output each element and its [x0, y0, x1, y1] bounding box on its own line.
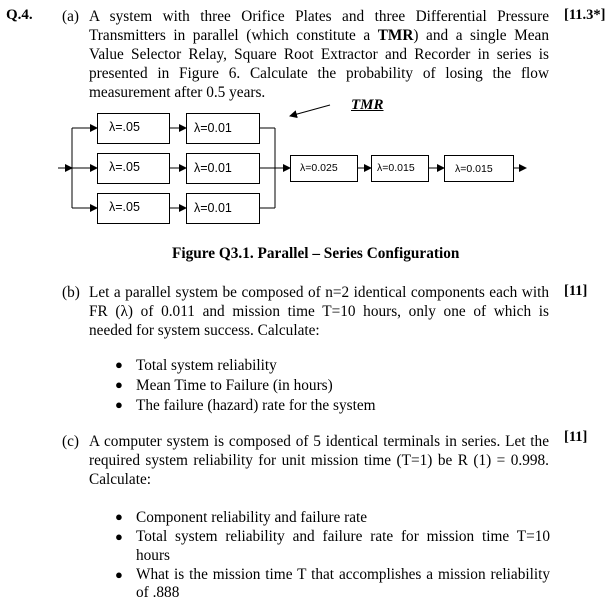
- bullet-icon: ●: [115, 377, 123, 392]
- part-a-line-2: Transmitters in parallel (which constitute a TMR) and a single Mean: [89, 27, 549, 44]
- tmr-label: TMR: [351, 97, 384, 113]
- part-c-bullet-1: Component reliability and failure rate: [136, 509, 368, 526]
- part-b-label: (b): [62, 284, 80, 301]
- orifice-plate-rate-2: λ=.05: [109, 160, 140, 174]
- part-a-line-3: Value Selector Relay, Square Root Extractor and Recorder in series is: [89, 46, 549, 63]
- part-a-line-5: measurement after 0.5 years.: [89, 84, 266, 101]
- recorder-rate: λ=0.015: [455, 163, 493, 175]
- question-number: Q.4.: [6, 7, 33, 23]
- part-b-bullet-1: Total system reliability: [136, 357, 277, 374]
- bullet-icon: ●: [115, 529, 123, 544]
- part-c-bullet-3-cont: of .888: [136, 584, 180, 601]
- bullet-icon: ●: [115, 357, 123, 372]
- part-b-line-1: Let a parallel system be composed of n=2 identical components each with: [89, 284, 549, 301]
- part-b-marks: [11]: [564, 283, 588, 299]
- orifice-plate-rate-1: λ=.05: [109, 120, 140, 134]
- part-c-marks: [11]: [564, 429, 588, 445]
- part-b-line-2: FR (λ) of 0.011 and mission time T=10 hours, only one of which is: [89, 303, 549, 320]
- bullet-icon: ●: [115, 567, 123, 582]
- bullet-icon: ●: [115, 509, 123, 524]
- part-a-marks: [11.3*]: [564, 7, 606, 23]
- part-c-label: (c): [62, 433, 79, 450]
- figure-caption: Figure Q3.1. Parallel – Series Configuration: [172, 245, 460, 262]
- dp-transmitter-rate-1: λ=0.01: [194, 121, 232, 135]
- square-root-extractor-rate: λ=0.015: [377, 162, 415, 174]
- part-c-bullet-2: Total system reliability and failure rate for mission time T=10: [136, 528, 550, 545]
- bullet-icon: ●: [115, 397, 123, 412]
- dp-transmitter-rate-2: λ=0.01: [194, 161, 232, 175]
- orifice-plate-rate-3: λ=.05: [109, 200, 140, 214]
- dp-transmitter-rate-3: λ=0.01: [194, 201, 232, 215]
- part-c-bullet-3: What is the mission time T that accomplishes a mission reliability: [136, 566, 550, 583]
- mean-value-selector-rate: λ=0.025: [300, 162, 338, 174]
- part-c-bullet-2-cont: hours: [136, 547, 170, 564]
- part-b-line-3: needed for system success. Calculate:: [89, 322, 320, 339]
- tmr-pointer-arrow: [290, 105, 330, 116]
- part-a-line-1: A system with three Orifice Plates and three Differential Pressure: [89, 8, 549, 25]
- part-b-bullet-3: The failure (hazard) rate for the system: [136, 397, 376, 414]
- part-a-label: (a): [62, 8, 79, 25]
- part-a-line-4: presented in Figure 6. Calculate the probability of losing the flow: [89, 65, 549, 82]
- part-c-line-2: required system reliability for unit mission time (T=1) be R (1) = 0.998.: [89, 452, 549, 469]
- part-c-line-3: Calculate:: [89, 471, 152, 488]
- part-c-line-1: A computer system is composed of 5 identical terminals in series. Let the: [89, 433, 549, 450]
- part-b-bullet-2: Mean Time to Failure (in hours): [136, 377, 333, 394]
- tmr-bold: TMR: [377, 27, 414, 44]
